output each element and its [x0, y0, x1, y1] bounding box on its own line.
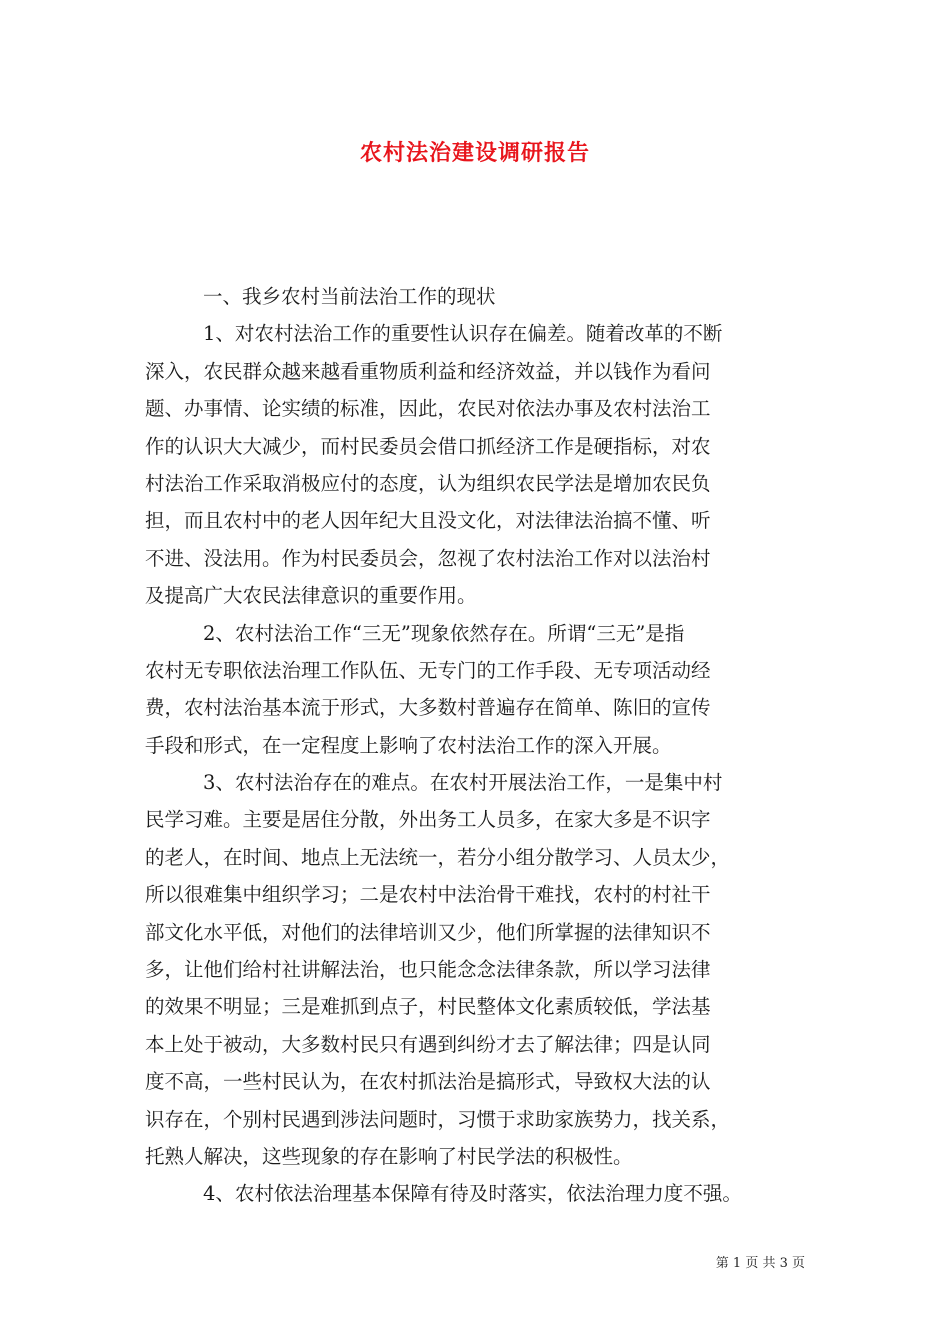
paragraph-line: 深入，农民群众越来越看重物质利益和经济效益，并以钱作为看问	[145, 359, 711, 383]
paragraph-line: 不进、没法用。作为村民委员会，忽视了农村法治工作对以法治村	[145, 546, 711, 570]
paragraph-line: 及提高广大农民法律意识的重要作用。	[145, 584, 477, 608]
section-heading: 一、我乡农村当前法治工作的现状	[203, 285, 496, 308]
paragraph-line: 所以很难集中组织学习；二是农村中法治骨干难找，农村的村社干	[145, 883, 711, 907]
document-title: 农村法治建设调研报告	[359, 140, 590, 166]
paragraph-line: 农村无专职依法治理工作队伍、无专门的工作手段、无专项活动经	[145, 658, 711, 682]
paragraph-line: 1、对农村法治工作的重要性认识存在偏差。随着改革的不断	[203, 322, 723, 346]
paragraph-line: 多，让他们给村社讲解法治，也只能念念法律条款，所以学习法律	[145, 958, 711, 982]
paragraph-line: 题、办事情、论实绩的标准，因此，农民对依法办事及农村法治工	[145, 397, 711, 421]
paragraph-line: 的效果不明显；三是难抓到点子，村民整体文化素质较低，学法基	[145, 995, 711, 1019]
paragraph-line: 村法治工作采取消极应付的态度，认为组织农民学法是增加农民负	[145, 471, 711, 495]
paragraph-line: 部文化水平低，对他们的法律培训又少，他们所掌握的法律知识不	[145, 920, 711, 944]
paragraph-line: 2、农村法治工作“三无”现象依然存在。所谓“三无”是指	[203, 621, 685, 645]
paragraph-line: 3、农村法治存在的难点。在农村开展法治工作，一是集中村	[203, 771, 723, 795]
document-body	[145, 278, 810, 1213]
paragraph-line: 作的认识大大减少，而村民委员会借口抓经济工作是硬指标，对农	[145, 434, 711, 458]
paragraph-line: 本上处于被动，大多数村民只有遇到纠纷才去了解法律；四是认同	[145, 1032, 711, 1056]
paragraph-line: 4、农村依法治理基本保障有待及时落实，依法治理力度不强。	[203, 1182, 742, 1206]
paragraph-line: 识存在，个别村民遇到涉法问题时，习惯于求助家族势力，找关系，	[145, 1107, 731, 1131]
paragraph-line: 托熟人解决，这些现象的存在影响了村民学法的积极性。	[145, 1144, 633, 1168]
page-number: 第 1 页 共 3 页	[715, 1256, 805, 1271]
paragraph-line: 担，而且农村中的老人因年纪大且没文化，对法律法治搞不懂、听	[145, 509, 711, 533]
paragraph-line: 手段和形式，在一定程度上影响了农村法治工作的深入开展。	[145, 733, 672, 757]
paragraph-line: 的老人，在时间、地点上无法统一，若分小组分散学习、人员太少，	[145, 845, 731, 869]
paragraph-line: 度不高，一些村民认为，在农村抓法治是搞形式，导致权大法的认	[145, 1070, 711, 1094]
paragraph-line: 费，农村法治基本流于形式，大多数村普遍存在简单、陈旧的宣传	[145, 696, 711, 720]
paragraph-line: 民学习难。主要是居住分散，外出务工人员多，在家大多是不识字	[145, 808, 711, 832]
